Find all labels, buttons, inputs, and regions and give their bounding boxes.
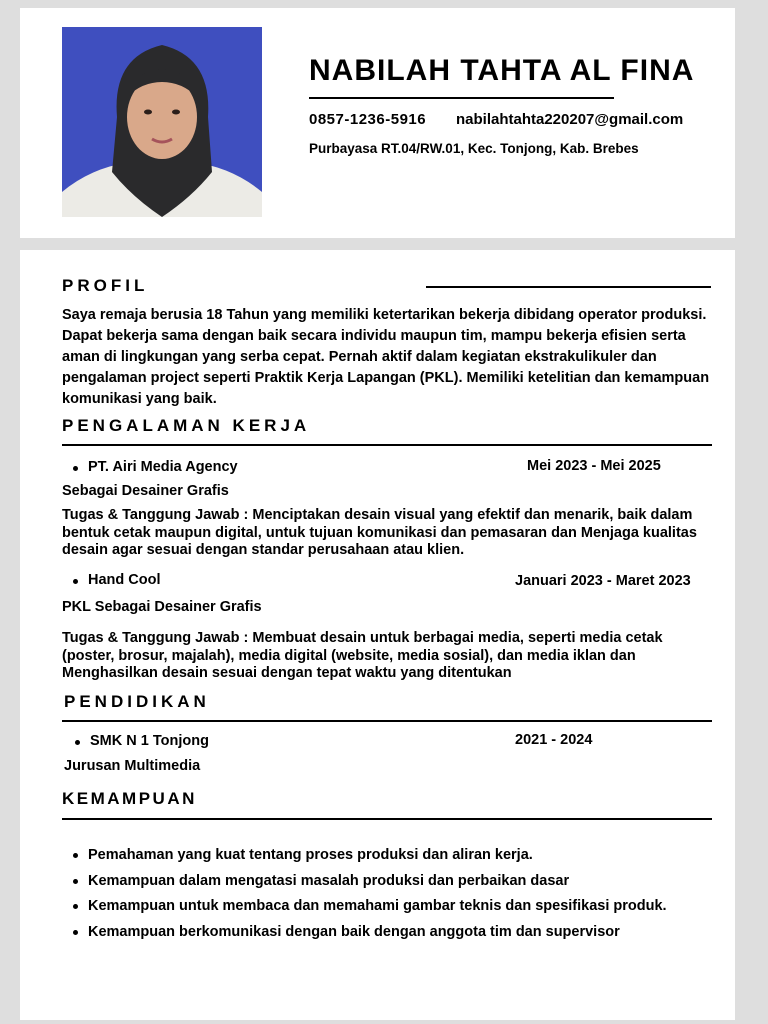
experience-section-title: PENGALAMAN KERJA (62, 416, 311, 435)
person-portrait-icon (62, 27, 262, 217)
education-period: 2021 - 2024 (515, 732, 593, 748)
experience-role: PKL Sebagai Desainer Grafis (62, 599, 262, 615)
experience-duties: Tugas & Tanggung Jawab : Membuat desain untuk berbagai media, seperti media cetak (poster, brosur, majalah), media digital (website, media sosial), dan media iklan dan Menghasilkan desain sesuai dengan tepat waktu yang ditentukan (62, 630, 663, 681)
profile-section-title: PROFIL (62, 276, 149, 295)
skills-section-title: KEMAMPUAN (62, 789, 197, 808)
list-item: Kemampuan berkomunikasi dengan baik dengan anggota tim dan supervisor (88, 920, 708, 946)
education-school: SMK N 1 Tonjong (90, 733, 209, 749)
experience-period: Januari 2023 - Maret 2023 (515, 573, 691, 589)
candidate-name: NABILAH TAHTA AL FINA (309, 54, 695, 87)
experience-company: PT. Airi Media Agency (88, 459, 238, 475)
profile-divider (426, 286, 711, 288)
experience-duties: Tugas & Tanggung Jawab : Menciptakan desain visual yang efektif dan menarik, baik dalam bentuk cetak maupun digital, untuk tujuan komunikasi dan pemasaran dan Menjaga kualitas desain agar sesuai dengan standar perusahaan atau klien. (62, 507, 697, 558)
list-item: Kemampuan untuk membaca dan memahami gambar teknis dan spesifikasi produk. (88, 894, 708, 920)
phone-number: 0857-1236-5916 (309, 111, 427, 128)
education-section-title: PENDIDIKAN (64, 692, 210, 711)
list-item: Pemahaman yang kuat tentang proses produksi dan aliran kerja. (88, 843, 708, 869)
profile-photo (62, 27, 262, 217)
home-address: Purbayasa RT.04/RW.01, Kec. Tonjong, Kab. Brebes (309, 141, 639, 156)
skills-divider (62, 818, 712, 820)
list-item: Kemampuan dalam mengatasi masalah produksi dan perbaikan dasar (88, 869, 708, 895)
education-major: Jurusan Multimedia (64, 758, 201, 774)
experience-divider (62, 444, 712, 446)
profile-text: Saya remaja berusia 18 Tahun yang memiliki ketertarikan bekerja dibidang operator produksi. Dapat bekerja sama dengan baik secara individu maupun tim, mampu bekerja efisien serta aman di lingkungan yang serba cepat. Pernah aktif dalam kegiatan ekstrakulikuler dan pengalaman project seperti Praktik Kerja Lapangan (PKL). Memiliki ketelitian dan kemampuan komunikasi yang baik. (62, 307, 710, 407)
name-divider (309, 97, 614, 99)
experience-role: Sebagai Desainer Grafis (62, 483, 229, 499)
experience-period: Mei 2023 - Mei 2025 (527, 458, 661, 474)
skills-list (88, 843, 708, 945)
email-address: nabilahtahta220207@gmail.com (456, 111, 684, 128)
experience-company: Hand Cool (88, 572, 161, 588)
education-divider (62, 720, 712, 722)
